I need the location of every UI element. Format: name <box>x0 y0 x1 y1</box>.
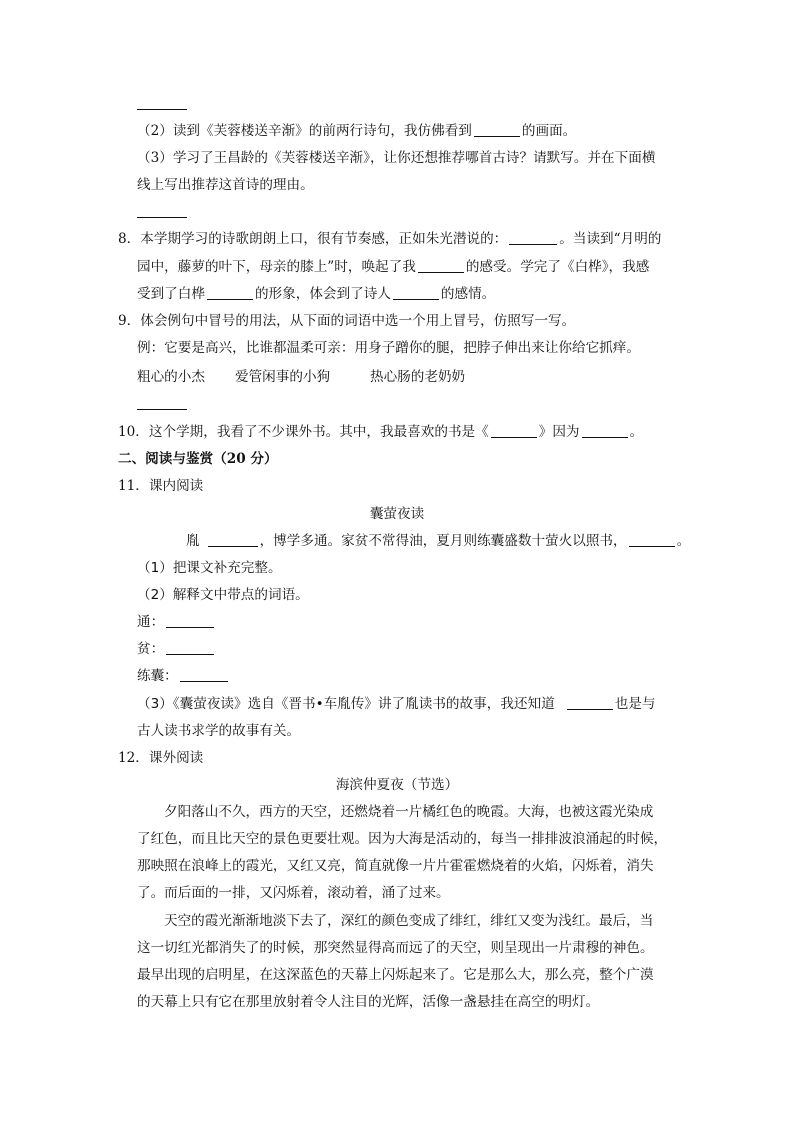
q11-label: 11．课内阅读 <box>118 478 204 494</box>
q8-line1 <box>118 230 661 248</box>
q10-text-2: 》因为 <box>538 424 580 440</box>
q12-para1-line4: 了。而后面的一排，又闪烁着，滚动着，涌了过来。 <box>137 885 450 901</box>
answer-blank-q11-w2[interactable] <box>166 654 214 655</box>
answer-blank-q8-2[interactable] <box>418 272 464 273</box>
q7-part3-line1: （3）学习了王昌龄的《芙蓉楼送辛渐》，让你还想推荐哪首古诗？请默写。并在下面横 <box>137 150 656 166</box>
q8-line2 <box>137 258 649 276</box>
section-title: 二、阅读与鉴赏（20 分） <box>118 451 278 467</box>
q10-text-3: 。 <box>629 424 644 440</box>
q7-part3-line2: 线上写出推荐这首诗的理由。 <box>137 177 314 193</box>
q8-text-6: 的形象，体会到了诗人 <box>254 286 391 302</box>
answer-blank-q11-1[interactable] <box>208 546 258 547</box>
q12-label: 12．课外阅读 <box>118 750 204 766</box>
q12-para1-line1: 夕阳落山不久，西方的天空，还燃烧着一片橘红色的晚霞。大海，也被这霞光染成 <box>164 804 654 820</box>
answer-line-q7-1[interactable] <box>137 109 187 110</box>
q7-part2-text-a: （2）读到《芙蓉楼送辛渐》的前两行诗句，我仿佛看到 <box>137 123 472 139</box>
q11-part3-text-2: 也是与 <box>614 696 656 712</box>
q11-text <box>186 532 690 550</box>
q10-text-1: 10．这个学期，我看了不少课外书。其中，我最喜欢的书是《 <box>118 424 489 440</box>
q8-line3 <box>137 285 495 303</box>
answer-blank-q11-3[interactable] <box>567 709 613 710</box>
q11-part1: （1）把课文补充完整。 <box>137 560 282 576</box>
q12-title: 海滨仲夏夜（节选） <box>335 777 459 793</box>
q12-para1-line2: 了红色，而且比天空的景色更要壮观。因为大海是活动的，每当一排排波浪涌起的时候， <box>137 831 668 847</box>
q12-para1-line3: 那映照在浪峰上的霞光，又红又亮，简直就像一片片霍霍燃烧着的火焰，闪烁着，消失 <box>137 858 654 874</box>
q11-part3-line2: 古人读书求学的故事有关。 <box>137 723 301 739</box>
answer-blank-q10-2[interactable] <box>582 437 628 438</box>
answer-blank-q10-1[interactable] <box>491 437 537 438</box>
q11-word-2 <box>137 640 216 658</box>
answer-blank-q8-1[interactable] <box>509 244 557 245</box>
q11-text-2: ，博学多通。家贫不常得油，夏月则练囊盛数十萤火以照书， <box>259 533 627 549</box>
q8-text-2: 。当读到“月明的 <box>559 231 662 247</box>
q9-title: 9．体会例句中冒号的用法，从下面的词语中选一个用上冒号，仿照写一写。 <box>118 313 576 329</box>
q11-title: 囊萤夜读 <box>369 506 425 522</box>
q7-part2-text-b: 的画面。 <box>521 123 577 139</box>
q11-word-3-label: 练囊： <box>137 668 178 684</box>
q8-text-4: 的感受。学完了《白桦》，我感 <box>465 259 650 275</box>
answer-blank-q7-2[interactable] <box>474 136 520 137</box>
q12-para2-line2: 这一切红光都消失了的时候，那突然显得高而远了的天空，则呈现出一片肃穆的神色。 <box>137 940 654 956</box>
q9-option-3: 热心肠的老奶奶 <box>370 369 466 385</box>
q11-word-1-label: 通： <box>137 614 165 630</box>
answer-line-q9[interactable] <box>137 409 187 410</box>
q7-part2 <box>137 122 576 140</box>
q11-part2: （2）解释文中带点的词语。 <box>137 587 309 603</box>
q11-word-3 <box>137 667 230 685</box>
q11-part3-text-1: （3）《囊萤夜读》选自《晋书•车胤传》讲了胤读书的故事，我还知道 <box>137 696 555 712</box>
answer-blank-q11-w1[interactable] <box>166 627 214 628</box>
q8-text-7: 的感情。 <box>440 286 496 302</box>
q12-para2-line1: 天空的霞光渐渐地淡下去了，深红的颜色变成了绯红，绯红又变为浅红。最后，当 <box>164 913 654 929</box>
q10-line <box>118 423 643 441</box>
answer-blank-q8-3[interactable] <box>207 299 253 300</box>
q12-para2-line3: 最早出现的启明星，在这深蓝色的天幕上闪烁起来了。它是那么大，那么亮，整个广漠 <box>137 967 654 983</box>
q11-part3-line1 <box>137 695 655 713</box>
answer-blank-q11-w3[interactable] <box>180 681 228 682</box>
answer-blank-q11-2[interactable] <box>629 546 675 547</box>
q11-word-1 <box>137 613 216 631</box>
q9-option-1: 粗心的小杰 <box>137 369 205 385</box>
q11-text-1: 胤 <box>186 533 200 549</box>
answer-blank-q8-4[interactable] <box>393 299 439 300</box>
q12-para2-line4: 的天幕上只有它在那里放射着令人注目的光辉，活像一盏悬挂在高空的明灯。 <box>137 994 600 1010</box>
q9-example: 例：它要是高兴，比谁都温柔可亲：用身子蹭你的腿，把脖子伸出来让你给它抓痒。 <box>137 340 640 356</box>
q8-text-1: 8．本学期学习的诗歌朗朗上口，很有节奏感，正如朱光潜说的： <box>118 231 508 247</box>
q11-word-2-label: 贫： <box>137 641 165 657</box>
q8-text-3: 园中，藤萝的叶下，母亲的膝上”时，唤起了我 <box>137 259 416 275</box>
answer-line-q7-3[interactable] <box>137 217 187 218</box>
q11-text-3: 。 <box>676 533 691 549</box>
q8-text-5: 受到了白桦 <box>137 286 205 302</box>
q9-option-2: 爱管闲事的小狗 <box>235 369 331 385</box>
